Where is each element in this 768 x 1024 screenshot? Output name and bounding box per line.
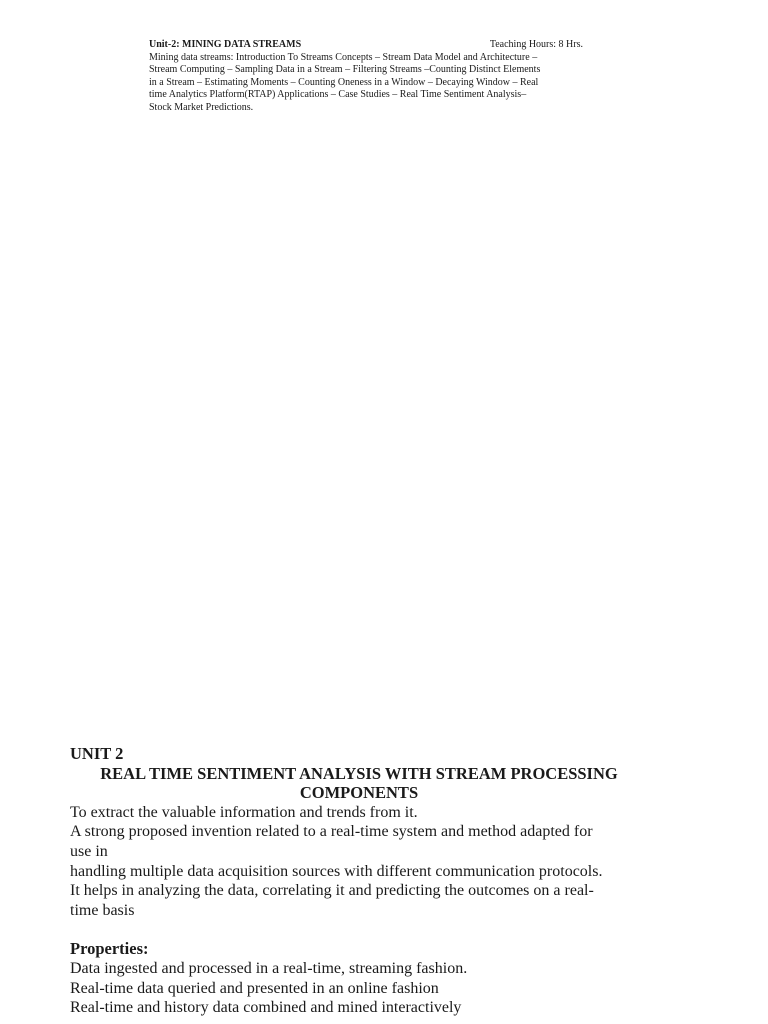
unit-title-line-1: REAL TIME SENTIMENT ANALYSIS WITH STREAM PROCESSING — [100, 763, 618, 783]
syllabus-line: Mining data streams: Introduction To Streams Concepts – Stream Data Model and Architecture – — [149, 51, 538, 63]
body-line: time basis — [70, 901, 135, 919]
body-line: use in — [70, 842, 108, 860]
syllabus-unit-heading: Unit-2: MINING DATA STREAMS — [149, 39, 302, 50]
syllabus-line: in a Stream – Estimating Moments – Counting Oneness in a Window – Decaying Window – Real — [149, 76, 539, 88]
unit-section — [70, 744, 670, 1018]
property-line: Data ingested and processed in a real-time, streaming fashion. — [70, 959, 468, 977]
syllabus-line: Stream Computing – Sampling Data in a Stream – Filtering Streams –Counting Distinct Elements — [149, 64, 541, 76]
body-line: To extract the valuable information and trends from it. — [70, 803, 418, 821]
body-line: It helps in analyzing the data, correlating it and predicting the outcomes on a real- — [70, 882, 594, 900]
syllabus-header — [149, 39, 595, 52]
properties-heading: Properties: — [70, 939, 149, 959]
teaching-hours: Teaching Hours: 8 Hrs. — [489, 39, 583, 50]
syllabus-line: Stock Market Predictions. — [149, 101, 254, 113]
unit-title-line-2: COMPONENTS — [299, 783, 419, 803]
property-line: Real-time and history data combined and mined interactively — [70, 999, 462, 1017]
unit-label: UNIT 2 — [70, 744, 124, 763]
body-line: handling multiple data acquisition sources with different communication protocols. — [70, 862, 603, 880]
body-line: A strong proposed invention related to a real-time system and method adapted for — [70, 823, 593, 841]
paragraph-gap — [70, 920, 670, 939]
syllabus-line: time Analytics Platform(RTAP) Applications – Case Studies – Real Time Sentiment Analysis– — [149, 89, 527, 101]
property-line: Real-time data queried and presented in an online fashion — [70, 979, 439, 997]
syllabus-block — [149, 39, 595, 115]
